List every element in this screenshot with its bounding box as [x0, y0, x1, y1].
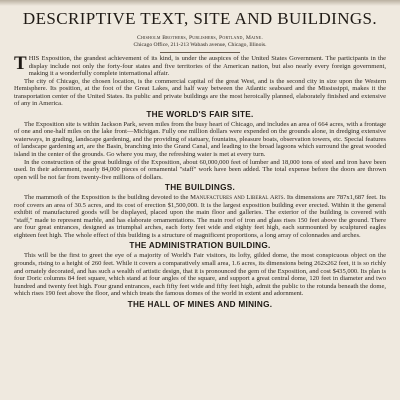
article-body — [14, 55, 386, 400]
section-heading-administration: THE ADMINISTRATION BUILDING. — [129, 241, 271, 251]
section-heading-mines: THE HALL OF MINES AND MINING. — [127, 299, 273, 309]
intro-paragraph-text: HIS Exposition, the grandest achievement of its kind, is under the auspices of the United States Government. The participants in the display include not only the forty-four states and five territories of the American nation, but also nearly every foreign government, making it a wonderfully complete international affair. — [28, 55, 386, 78]
page-top-edge — [0, 0, 400, 6]
buildings-paragraph-end: Its dimensions are 787x1,687 feet. Its roof covers an area of 30.5 acres, and its cost of erection $1,500,000. It is the largest exposition building ever erected. Within it the general exhibit of manufactured goods will be displayed, placed upon the main floor and galleries. The exterior of the building is covered with "staff," made to represent marble, and has elaborate ornamentations. The main roof of iron and glass rises 150 feet above the ground. There are four great entrances, designed as triumphal arches, each forty feet wide and eighty feet high, each surmounted by sculptured eagles eighteen feet high. The whole effect of this building is a structure of magnificent proportions, a long array of colonnades and arches. — [14, 194, 386, 239]
manufactures-building-name: Manufactures and Liberal Arts. — [190, 194, 286, 202]
section-heading-buildings: THE BUILDINGS. — [164, 183, 236, 193]
chicago-paragraph: The city of Chicago, the chosen location, is the commercial capital of the great West, and is the second city in size upon the Western Hemisphere. Its position, at the foot of the Great Lakes, and half way between the Atlantic seaboard and the Mississippi, makes it the transportation center of the United States. Its public and private buildings are the most heroically planned, elaborately finished and extensive of any in America. — [14, 77, 386, 108]
fair-site-paragraph: The Exposition site is within Jackson Park, seven miles from the busy heart of Chicago, and includes an area of 664 acres, with a frontage of one and one-half miles on the lake front—Michigan. Fully one million dollars were expended on the grounds alone, in dredging extensive waterways, in grading, landscape gardening, and the providing of statuary, fountains, pleasure boats, observation towers, etc. Special features of landscape gardening art, are the Basin, branching into the Grand Canal, and leading to the broad lagoons which surround the great wooded island in the center of the grounds. Go where you may, the refreshing water is met at every turn. — [14, 120, 386, 159]
administration-paragraph: This will be the first to greet the eye of a majority of World's Fair visitors, its lofty, gilded dome, the most conspicuous object on the grounds, rising to a height of 260 feet. While it covers a comparatively small area, 1.6 acres, its dimensions being 262x262 feet, it is so richly and ornately decorated, and has such a wealth of artistic design, that it is pronounced the gem of the Exposition, and cost $435,000. Its plan is four Doric columns 84 feet square, which stand at four angles of the square, and support a great central dome, 120 feet in diameter and two hundred and twenty feet high. Four grand entrances, each fifty feet wide and fifty feet high, admit the public to the rotunda beneath the dome, which rises 190 feet above the floor, and which treats the famous domes of the world in extent and adornment. — [14, 252, 386, 298]
buildings-paragraph — [14, 194, 386, 239]
drop-cap: T — [14, 55, 27, 74]
page-title: DESCRIPTIVE TEXT, SITE AND BUILDINGS. — [22, 9, 378, 28]
section-heading-fair-site: THE WORLD'S FAIR SITE. — [146, 109, 254, 119]
intro-paragraph — [14, 55, 386, 78]
construction-paragraph: In the construction of the great buildings of the Exposition, about 60,000,000 feet of lumber and 18,000 tons of steel and iron have been used. In their adornment, nearly 84,000 pieces of ornamental "staff" work have been added. The total expense before the doors are thrown open will be not far from twenty-five millions of dollars. — [14, 158, 386, 181]
publisher-info — [0, 35, 400, 49]
publisher-line: Chisholm Brothers, Publishers, Portland, Maine. — [137, 35, 263, 41]
publisher-office-line: Chicago Office, 211-213 Wabash avenue, Chicago, Illinois. — [133, 42, 267, 48]
divider-rule — [160, 52, 240, 53]
buildings-paragraph-start: The mammoth of the Exposition is the building devoted to the — [24, 194, 191, 202]
